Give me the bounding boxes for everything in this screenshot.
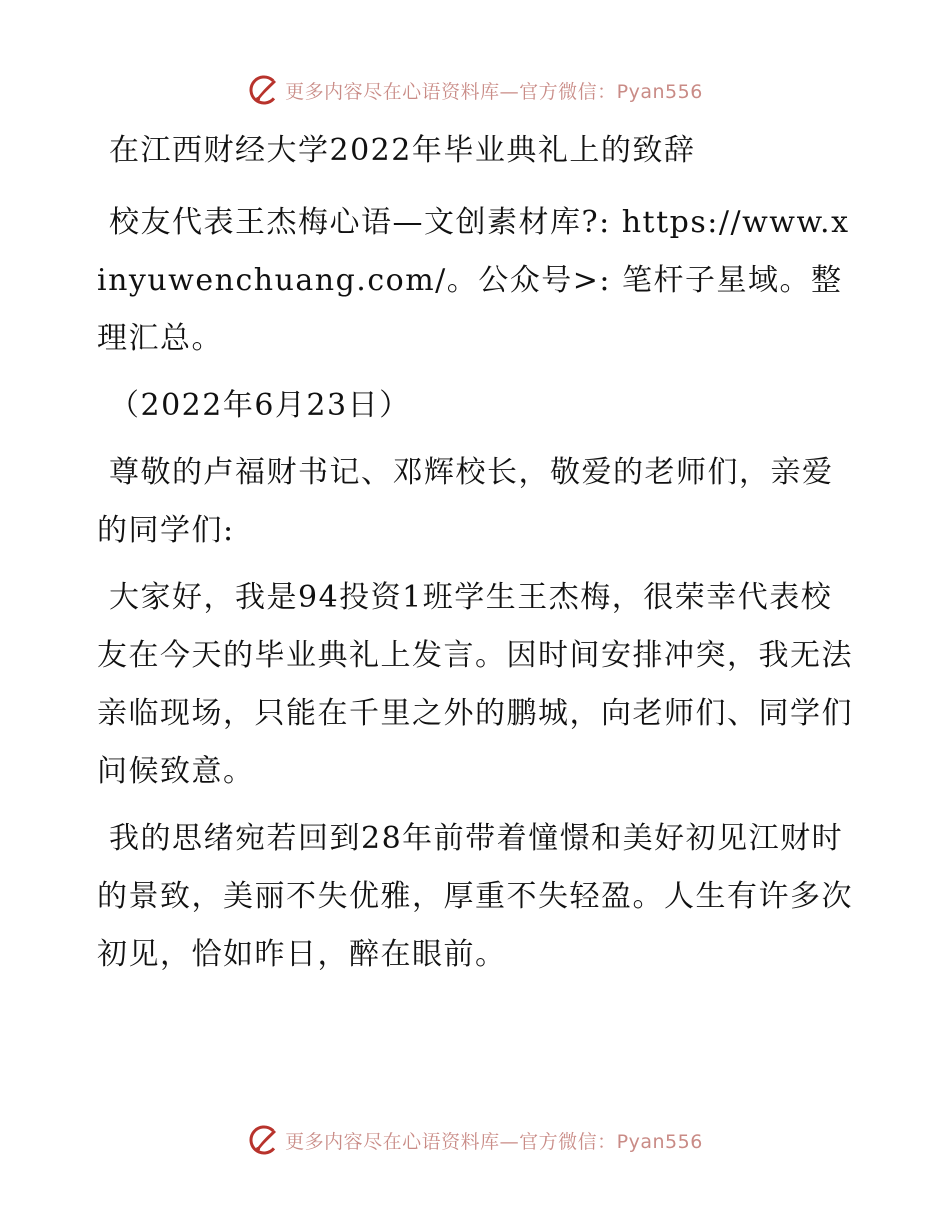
salutation: 尊敬的卢福财书记、邓辉校长，敬爱的老师们，亲爱的同学们: (97, 455, 834, 548)
byline: 校友代表王杰梅心语—文创素材库?: https://www.xinyuwenchuang.com/。公众号>: 笔杆子星域。整理汇总。 (97, 205, 850, 356)
speech-date: （2022年6月23日） (109, 388, 411, 423)
brush-logo-icon (247, 1123, 281, 1157)
brush-logo-icon (247, 73, 281, 107)
watermark-text: 更多内容尽在心语资料库—官方微信：Pyan556 (285, 80, 703, 103)
body-paragraph: 大家好，我是94投资1班学生王杰梅，很荣幸代表校友在今天的毕业典礼上发言。因时间安排冲突，我无法亲临现场，只能在千里之外的鹏城，向老师们、同学们问候致意。 (97, 580, 853, 789)
speech-title: 在江西财经大学2022年毕业典礼上的致辞 (109, 133, 696, 168)
header-watermark (0, 70, 950, 110)
body-paragraph: 我的思绪宛若回到28年前带着憧憬和美好初见江财时的景致，美丽不失优雅，厚重不失轻盈。人生有许多次初见，恰如昨日，醉在眼前。 (97, 821, 853, 972)
footer-watermark (0, 1120, 950, 1160)
document-body (97, 122, 857, 993)
watermark-text: 更多内容尽在心语资料库—官方微信：Pyan556 (285, 1130, 703, 1153)
